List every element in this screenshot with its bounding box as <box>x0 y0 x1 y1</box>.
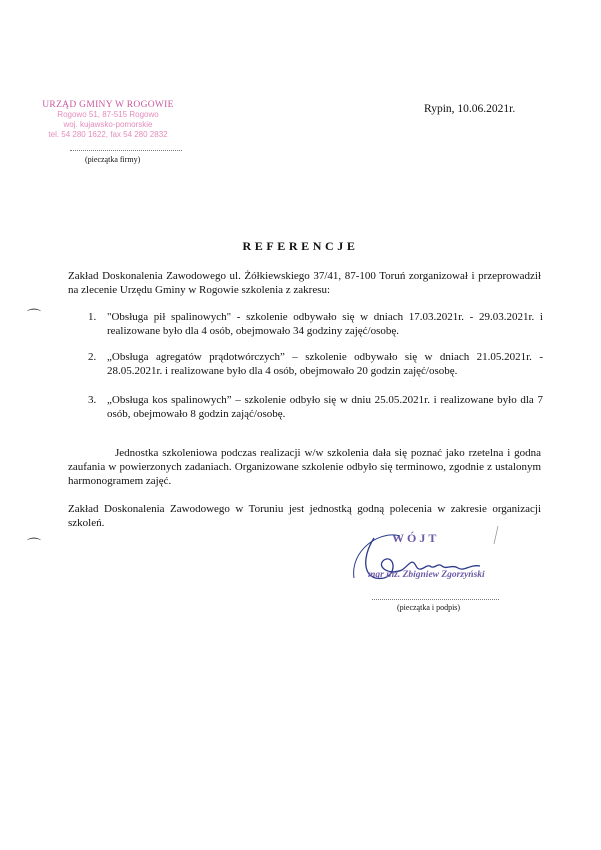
recommendation-paragraph: Zakład Doskonalenia Zawodowego w Toruniu jest jednostką godną polecenia w zakresie organizacji szkoleń. <box>68 503 541 530</box>
signature-stamp <box>340 520 510 600</box>
item-number: 3. <box>88 394 97 406</box>
item-number: 1. <box>88 311 97 323</box>
stamp-line: tel. 54 280 1622, fax 54 280 2832 <box>48 130 168 139</box>
assessment-paragraph: Jednostka szkoleniowa podczas realizacji w/w szkolenia dała się poznać jako rzetelna i godna zaufania w powierzonych zadaniach. Organizowane szkolenie odbyło się terminowo, zgodnie z ustalonym harmonogramem zajęć. <box>68 447 541 488</box>
stamp-line: URZĄD GMINY W ROGOWIE <box>42 100 174 110</box>
intro-paragraph: Zakład Doskonalenia Zawodowego ul. Żółkiewskiego 37/41, 87-100 Toruń zorganizował i przeprowadził na zlecenie Urzędu Gminy w Rogowie szkolenia z zakresu: <box>68 270 541 297</box>
item-text: „Obsługa kos spalinowych” – szkolenie odbyło się w dniu 25.05.2021r. i realizowane było dla 7 osób, obejmowało 8 godzin zająć/osobę. <box>107 394 543 421</box>
item-text: „Obsługa agregatów prądotwórczych” – szkolenie odbywało się w dniach 21.05.2021r. - 28.05.2021r. i realizowane było dla 4 osób, obejmowało 20 godzin zajęć/osobę. <box>107 351 543 378</box>
stamp-name: mgr inż. Zbigniew Zgorzyński <box>368 570 485 580</box>
place-date: Rypin, 10.06.2021r. <box>424 103 516 115</box>
stamp-line: Rogowo 51, 87-515 Rogowo <box>57 110 159 119</box>
signature-caption: (pieczątka i podpis) <box>397 603 461 612</box>
punch-mark: ⌒ <box>27 539 41 554</box>
stamp-caption: (pieczątka firmy) <box>85 155 141 164</box>
document-title: REFERENCJE <box>242 239 359 253</box>
stamp-title: WÓJT <box>392 531 440 545</box>
signature-dotted-line <box>372 599 499 600</box>
company-stamp <box>33 100 183 140</box>
item-number: 2. <box>88 351 97 363</box>
item-text: "Obsługa pił spalinowych" - szkolenie odbywało się w dniach 17.03.2021r. - 29.03.2021r. i realizowane było dla 4 osób, obejmowało 34 godziny zajęć/osobę. <box>107 311 543 338</box>
punch-mark: ⌒ <box>27 310 41 325</box>
stamp-dotted-line <box>70 150 182 151</box>
stamp-line: woj. kujawsko-pomorskie <box>63 120 153 129</box>
